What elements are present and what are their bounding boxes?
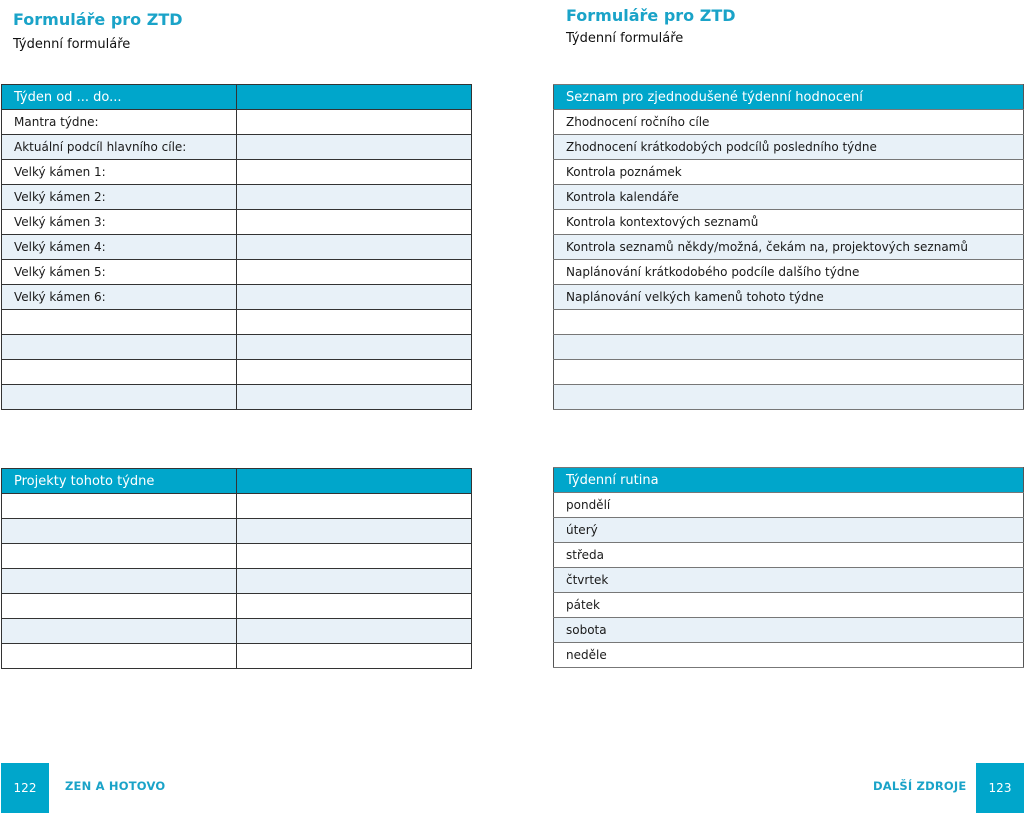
week-table-input-cell[interactable] xyxy=(237,310,472,335)
projects-table-label-cell xyxy=(2,494,237,519)
week-table-input-cell[interactable] xyxy=(237,160,472,185)
footer-label-left: ZEN A HOTOVO xyxy=(65,779,166,793)
week-table-label-cell: Velký kámen 6: xyxy=(2,285,237,310)
review-table-item: Naplánování velkých kamenů tohoto týdne xyxy=(554,285,1024,310)
week-table-row xyxy=(2,385,472,410)
week-table-input-cell[interactable] xyxy=(237,360,472,385)
week-table-label-cell: Velký kámen 5: xyxy=(2,260,237,285)
projects-table-label-cell xyxy=(2,519,237,544)
week-table-row xyxy=(2,260,472,285)
routine-table-row xyxy=(554,543,1024,568)
projects-table-input-cell[interactable] xyxy=(237,494,472,519)
week-table-input-cell[interactable] xyxy=(237,210,472,235)
routine-table-row xyxy=(554,643,1024,668)
projects-table-row xyxy=(2,619,472,644)
week-table-input-cell[interactable] xyxy=(237,110,472,135)
review-table-item: Naplánování krátkodobého podcíle dalšího týdne xyxy=(554,260,1024,285)
routine-table-item: čtvrtek xyxy=(554,568,1024,593)
review-table-item: Kontrola poznámek xyxy=(554,160,1024,185)
week-table-row xyxy=(2,110,472,135)
left-page-title: Formuláře pro ZTD xyxy=(13,10,183,29)
routine-table xyxy=(553,467,1024,668)
page-number-right: 123 xyxy=(976,763,1024,813)
week-table-row xyxy=(2,160,472,185)
week-table-label-cell: Velký kámen 1: xyxy=(2,160,237,185)
routine-table-item: středa xyxy=(554,543,1024,568)
review-table-row xyxy=(554,385,1024,410)
projects-table-input-cell[interactable] xyxy=(237,519,472,544)
review-table-row xyxy=(554,210,1024,235)
projects-table xyxy=(1,468,472,669)
projects-table-header-row xyxy=(2,469,472,494)
routine-table-header-cell: Týdenní rutina xyxy=(554,468,1024,493)
review-table-item: Kontrola seznamů někdy/možná, čekám na, projektových seznamů xyxy=(554,235,1024,260)
week-table-row xyxy=(2,185,472,210)
projects-table-input-cell[interactable] xyxy=(237,569,472,594)
week-table-label-cell: Velký kámen 3: xyxy=(2,210,237,235)
week-table-row xyxy=(2,310,472,335)
week-table-header-cell: Týden od ... do... xyxy=(2,85,237,110)
week-table xyxy=(1,84,472,410)
review-table-item[interactable] xyxy=(554,360,1024,385)
routine-table-row xyxy=(554,518,1024,543)
review-table-row xyxy=(554,360,1024,385)
routine-table-item: úterý xyxy=(554,518,1024,543)
review-table xyxy=(553,84,1024,410)
week-table-input-cell[interactable] xyxy=(237,385,472,410)
projects-table-row xyxy=(2,519,472,544)
week-table-input-cell[interactable] xyxy=(237,135,472,160)
week-table-header-cell xyxy=(237,85,472,110)
projects-table-label-cell xyxy=(2,644,237,669)
right-page-subtitle: Týdenní formuláře xyxy=(566,31,684,46)
review-table-item[interactable] xyxy=(554,310,1024,335)
week-table-label-cell: Mantra týdne: xyxy=(2,110,237,135)
routine-table-item: neděle xyxy=(554,643,1024,668)
routine-table-item: sobota xyxy=(554,618,1024,643)
review-table-row xyxy=(554,310,1024,335)
projects-table-row xyxy=(2,544,472,569)
left-page-subtitle: Týdenní formuláře xyxy=(13,37,131,52)
review-table-row xyxy=(554,285,1024,310)
routine-table-item: pátek xyxy=(554,593,1024,618)
review-table-item: Zhodnocení ročního cíle xyxy=(554,110,1024,135)
review-table-item: Kontrola kalendáře xyxy=(554,185,1024,210)
page-number-left: 122 xyxy=(1,763,49,813)
week-table-label-cell: Velký kámen 2: xyxy=(2,185,237,210)
right-page-title: Formuláře pro ZTD xyxy=(566,6,736,25)
review-table-row xyxy=(554,110,1024,135)
review-table-row xyxy=(554,335,1024,360)
week-table-label-cell xyxy=(2,385,237,410)
projects-table-row xyxy=(2,644,472,669)
review-table-item: Kontrola kontextových seznamů xyxy=(554,210,1024,235)
projects-table-row xyxy=(2,594,472,619)
review-table-header-cell: Seznam pro zjednodušené týdenní hodnocení xyxy=(554,85,1024,110)
week-table-row xyxy=(2,335,472,360)
review-table-item[interactable] xyxy=(554,335,1024,360)
week-table-input-cell[interactable] xyxy=(237,285,472,310)
week-table-row xyxy=(2,285,472,310)
review-table-item: Zhodnocení krátkodobých podcílů posledního týdne xyxy=(554,135,1024,160)
routine-table-header-row xyxy=(554,468,1024,493)
week-table-row xyxy=(2,235,472,260)
routine-table-row xyxy=(554,493,1024,518)
review-table-header-row xyxy=(554,85,1024,110)
projects-table-row xyxy=(2,494,472,519)
projects-table-header-cell: Projekty tohoto týdne xyxy=(2,469,237,494)
review-table-row xyxy=(554,160,1024,185)
week-table-input-cell[interactable] xyxy=(237,335,472,360)
routine-table-item: pondělí xyxy=(554,493,1024,518)
week-table-label-cell: Velký kámen 4: xyxy=(2,235,237,260)
week-table-label-cell xyxy=(2,310,237,335)
week-table-header-row xyxy=(2,85,472,110)
projects-table-label-cell xyxy=(2,569,237,594)
routine-table-row xyxy=(554,568,1024,593)
week-table-input-cell[interactable] xyxy=(237,260,472,285)
projects-table-header-cell xyxy=(237,469,472,494)
week-table-input-cell[interactable] xyxy=(237,185,472,210)
review-table-row xyxy=(554,135,1024,160)
projects-table-label-cell xyxy=(2,594,237,619)
projects-table-label-cell xyxy=(2,544,237,569)
projects-table-input-cell[interactable] xyxy=(237,594,472,619)
week-table-row xyxy=(2,360,472,385)
review-table-row xyxy=(554,235,1024,260)
projects-table-input-cell[interactable] xyxy=(237,644,472,669)
projects-table-label-cell xyxy=(2,619,237,644)
review-table-item[interactable] xyxy=(554,385,1024,410)
week-table-row xyxy=(2,210,472,235)
week-table-label-cell xyxy=(2,335,237,360)
week-table-row xyxy=(2,135,472,160)
review-table-row xyxy=(554,260,1024,285)
footer-label-right: DALŠÍ ZDROJE xyxy=(873,779,967,793)
projects-table-row xyxy=(2,569,472,594)
projects-table-input-cell[interactable] xyxy=(237,544,472,569)
week-table-label-cell xyxy=(2,360,237,385)
routine-table-row xyxy=(554,593,1024,618)
week-table-label-cell: Aktuální podcíl hlavního cíle: xyxy=(2,135,237,160)
projects-table-input-cell[interactable] xyxy=(237,619,472,644)
routine-table-row xyxy=(554,618,1024,643)
review-table-row xyxy=(554,185,1024,210)
week-table-input-cell[interactable] xyxy=(237,235,472,260)
